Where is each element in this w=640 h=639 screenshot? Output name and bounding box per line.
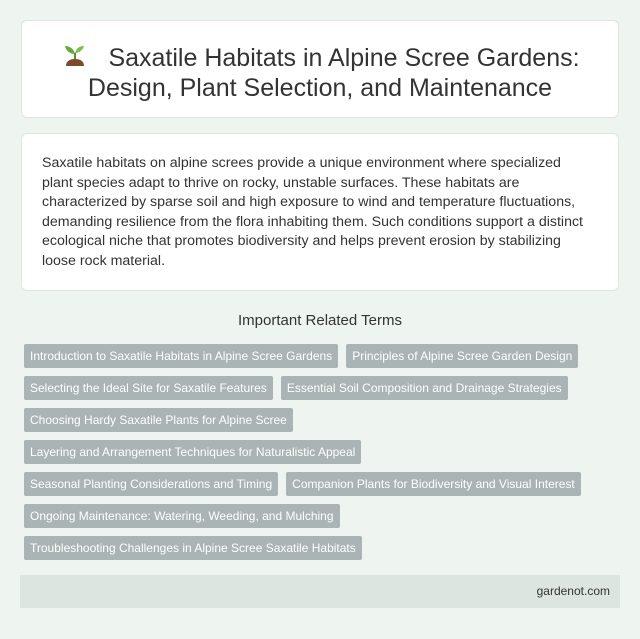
term-tag[interactable]: Troubleshooting Challenges in Alpine Scree Saxatile Habitats [24, 536, 362, 560]
tag-row [24, 408, 624, 440]
term-tag[interactable]: Companion Plants for Biodiversity and Visual Interest [286, 472, 581, 496]
term-tag[interactable]: Ongoing Maintenance: Watering, Weeding, and Mulching [24, 504, 340, 528]
term-tag[interactable]: Choosing Hardy Saxatile Plants for Alpine Scree [24, 408, 293, 432]
intro-paragraph: Saxatile habitats on alpine screes provide a unique environment where specialized plant species adapt to thrive on rocky, unstable surfaces. These habitats are characterized by sparse soil and high exposure to wind and temperature fluctuations, demanding resilience from the flora inhabiting them. Such conditions support a distinct ecological niche that promotes biodiversity and helps prevent erosion by stabilizing loose rock material. [42, 155, 584, 269]
related-terms-heading: Important Related Terms [238, 312, 402, 329]
footer [20, 575, 620, 608]
tag-row [24, 472, 624, 504]
related-terms-list [24, 344, 624, 568]
term-tag[interactable]: Principles of Alpine Scree Garden Design [346, 344, 578, 368]
page-title-text: Saxatile Habitats in Alpine Scree Gardens: Design, Plant Selection, and Maintenance [87, 44, 580, 102]
tag-row [24, 536, 624, 568]
term-tag[interactable]: Selecting the Ideal Site for Saxatile Features [24, 376, 273, 400]
intro-card [21, 133, 619, 291]
term-tag[interactable]: Essential Soil Composition and Drainage Strategies [281, 376, 568, 400]
term-tag[interactable]: Seasonal Planting Considerations and Timing [24, 472, 278, 496]
tag-row [24, 344, 624, 376]
tag-row [24, 440, 624, 472]
tag-row [24, 504, 624, 536]
sprout-icon [60, 44, 90, 70]
footer-site-link[interactable]: gardenot.com [536, 584, 610, 598]
header-card [21, 20, 619, 118]
term-tag[interactable]: Introduction to Saxatile Habitats in Alpine Scree Gardens [24, 344, 338, 368]
term-tag[interactable]: Layering and Arrangement Techniques for Naturalistic Appeal [24, 440, 361, 464]
tag-row [24, 376, 624, 408]
page-title [22, 43, 618, 103]
